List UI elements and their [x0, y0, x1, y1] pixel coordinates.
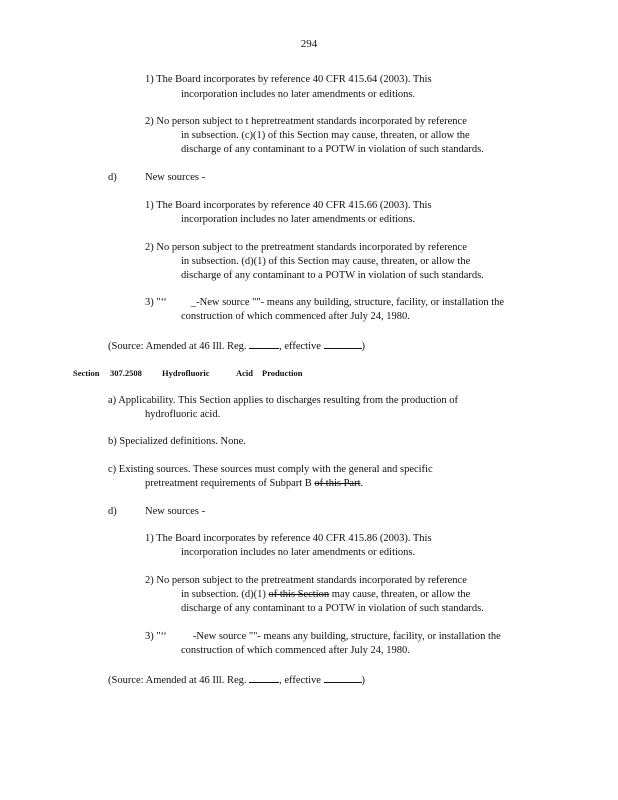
- sec-b-line: b) Specialized definitions. None.: [108, 436, 246, 447]
- d1-item3-mark: _-: [190, 297, 200, 308]
- sec-c-line2: [145, 478, 363, 490]
- d2-item2-line2: [181, 589, 470, 601]
- source2-mid: , effective: [279, 675, 321, 686]
- c-item1-line2: incorporation includes no later amendments or editions.: [181, 89, 416, 100]
- source1-end: ): [361, 341, 366, 352]
- c-item1-line1: 1) The Board incorporates by reference 40 CFR 415.64 (2003). This: [145, 74, 432, 85]
- d2-item2-line2-end: may cause, threaten, or allow the: [329, 589, 471, 600]
- d1-item1-line2: incorporation includes no later amendments or editions.: [181, 214, 416, 225]
- d1-item3-line2: construction of which commenced after July 24, 1980.: [181, 311, 410, 322]
- d1-item3-line1: [145, 297, 504, 309]
- d1-item2-line2: in subsection. (d)(1) of this Section may cause, threaten, or allow the: [181, 256, 471, 267]
- d2-item3-prefix: 3) "‘‘: [145, 631, 167, 642]
- c-item2-line2: in subsection. (c)(1) of this Section may cause, threaten, or allow the: [181, 130, 470, 141]
- section-title-word-1: Hydrofluoric: [162, 368, 210, 378]
- source2-end: ): [361, 675, 366, 686]
- c-item2-line3: discharge of any contaminant to a POTW in violation of such standards.: [181, 144, 484, 155]
- d2-item2-line1: 2) No person subject to the pretreatment standards incorporated by reference: [145, 575, 467, 586]
- sec-a-line2: hydrofluoric acid.: [145, 409, 221, 420]
- sec-c-struck-text: of this Part: [314, 478, 361, 489]
- sec-c-line1: c) Existing sources. These sources must comply with the general and specific: [108, 464, 433, 475]
- d2-item2-struck-text: of this Section: [268, 589, 330, 600]
- source-note-2: [108, 673, 365, 687]
- sec-c-tail: .: [360, 478, 364, 489]
- source1-mid: , effective: [279, 341, 321, 352]
- d1-item2-line3: discharge of any contaminant to a POTW in violation of such standards.: [181, 270, 484, 281]
- source1-effective-blank: [324, 339, 362, 349]
- sec-a-line1: a) Applicability. This Section applies to discharges resulting from the production of: [108, 395, 459, 406]
- d2-item3-line1: [145, 631, 501, 643]
- d1-item2-line1: 2) No person subject to the pretreatment standards incorporated by reference: [145, 242, 467, 253]
- d2-item1-line2: incorporation includes no later amendments or editions.: [181, 547, 416, 558]
- d2-item2-line2-start: in subsection. (d)(1): [181, 589, 266, 600]
- source1-reg-blank: [249, 339, 279, 349]
- d2-heading: New sources -: [145, 506, 206, 517]
- source1-before: (Source: Amended at 46 Ill. Reg.: [108, 341, 247, 352]
- d2-item3-line2: construction of which commenced after July 24, 1980.: [181, 645, 410, 656]
- d1-item3-text: New source ""- means any building, structure, facility, or installation the: [199, 297, 505, 308]
- d2-item1-line1: 1) The Board incorporates by reference 40 CFR 415.86 (2003). This: [145, 533, 432, 544]
- section-title-word-3: Production: [262, 368, 303, 378]
- source2-reg-blank: [249, 673, 279, 683]
- section-label: Section: [73, 368, 100, 378]
- d1-label: d): [108, 172, 117, 183]
- sec-c-line2-text: pretreatment requirements of Subpart B: [145, 478, 312, 489]
- c-item2-line1: 2) No person subject to t hepretreatment standards incorporated by reference: [145, 116, 467, 127]
- section-number: 307.2508: [110, 368, 142, 378]
- source2-before: (Source: Amended at 46 Ill. Reg.: [108, 675, 247, 686]
- d2-item3-text: -New source ""- means any building, structure, facility, or installation the: [192, 631, 501, 642]
- d1-item3-prefix: 3) "‘‘: [145, 297, 167, 308]
- d1-item1-line1: 1) The Board incorporates by reference 40 CFR 415.66 (2003). This: [145, 200, 432, 211]
- d1-heading: New sources -: [145, 172, 206, 183]
- d2-label: d): [108, 506, 117, 517]
- source-note-1: [108, 339, 365, 353]
- d2-item2-line3: discharge of any contaminant to a POTW in violation of such standards.: [181, 603, 484, 614]
- page-number: 294: [300, 38, 318, 50]
- section-title-word-2: Acid: [236, 368, 253, 378]
- source2-effective-blank: [324, 673, 362, 683]
